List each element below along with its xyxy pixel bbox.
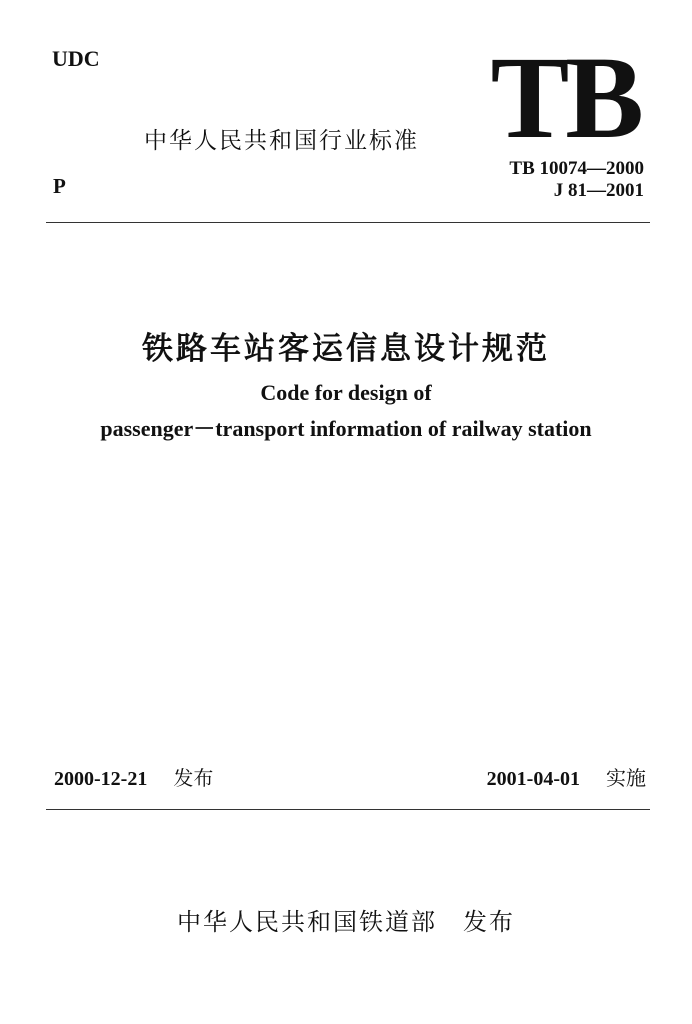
title-chinese: 铁路车站客运信息设计规范 <box>142 331 550 367</box>
udc-label: UDC <box>52 46 100 71</box>
issue-label: 发布 <box>173 766 214 790</box>
standard-category: 中华人民共和国行业标准 <box>144 128 419 154</box>
effective-date: 2001-04-01 <box>486 768 580 790</box>
standard-numbers <box>509 158 644 202</box>
issuer-block <box>0 902 692 937</box>
bottom-divider <box>46 809 650 810</box>
standard-number: TB 10074—2000 <box>509 158 644 179</box>
issue-date: 2000-12-21 <box>54 768 148 790</box>
issuer-label: 发布 <box>463 908 515 936</box>
effective-label: 实施 <box>606 766 646 790</box>
issuer-name: 中华人民共和国铁道部 <box>177 908 437 936</box>
title-english-line2: passenger－transport information of railway station <box>100 416 592 441</box>
top-divider <box>46 222 650 223</box>
classification-code: P <box>53 174 66 198</box>
filing-number: J 81—2001 <box>553 180 644 201</box>
tb-logo: TB <box>490 32 640 163</box>
issue-date-block <box>54 762 213 791</box>
effective-date-block <box>487 762 646 791</box>
title-english-line1: Code for design of <box>260 380 432 405</box>
